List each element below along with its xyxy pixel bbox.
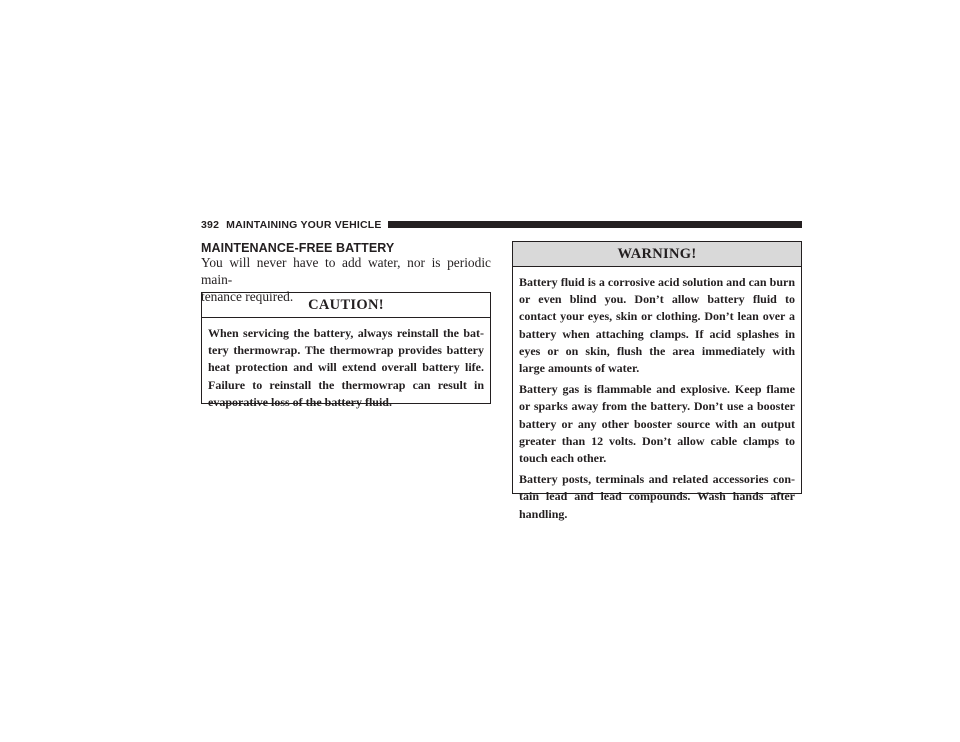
- warning-line: touch each other.: [519, 451, 607, 466]
- caution-line: When servicing the battery, always reinstall the bat-: [208, 326, 484, 340]
- warning-line: Battery gas is flammable and explosive. Keep flame: [519, 382, 795, 397]
- warning-line: tain lead and lead compounds. Wash hands after: [519, 489, 795, 504]
- intro-line: You will never have to add water, nor is periodic main-: [201, 255, 491, 287]
- warning-line: or even blind you. Don’t allow battery fluid to: [519, 292, 795, 307]
- warning-line: large amounts of water.: [519, 361, 640, 376]
- caution-line: Failure to reinstall the thermowrap can result in: [208, 377, 484, 392]
- caution-line: evaporative loss of the battery fluid.: [208, 394, 392, 409]
- warning-line: contact your eyes, skin or clothing. Don’t lean over a: [519, 309, 795, 324]
- warning-line: handling.: [519, 506, 568, 521]
- warning-line: eyes or on skin, flush the area immediately with: [519, 343, 795, 358]
- warning-line: greater than 12 volts. Don’t allow cable clamps to: [519, 433, 795, 448]
- warning-line: Battery fluid is a corrosive acid solution and can burn: [519, 275, 795, 289]
- section-heading: MAINTENANCE-FREE BATTERY: [201, 241, 395, 255]
- caution-title: CAUTION!: [202, 293, 490, 318]
- warning-line: battery or any other booster source with an output: [519, 416, 795, 431]
- caution-box: [201, 292, 491, 409]
- caution-line: tery thermowrap. The thermowrap provides battery: [208, 343, 484, 358]
- header-rule: [388, 221, 802, 228]
- running-section-title: MAINTAINING YOUR VEHICLE: [226, 218, 382, 231]
- warning-line: or sparks away from the battery. Don’t use a booster: [519, 399, 795, 414]
- caution-body: [202, 318, 490, 411]
- warning-paragraph-acid: [519, 274, 795, 377]
- intro-line: tenance required.: [201, 289, 294, 304]
- warning-paragraph-lead: [519, 471, 795, 523]
- warning-box: [512, 241, 802, 521]
- caution-line: heat protection and will extend overall battery life.: [208, 360, 484, 375]
- warning-line: battery when attaching clamps. If acid splashes in: [519, 326, 795, 341]
- page-header: [201, 218, 802, 231]
- page-number: 392: [201, 218, 220, 231]
- warning-title: WARNING!: [513, 242, 801, 267]
- warning-paragraph-gas: [519, 381, 795, 467]
- warning-line: Battery posts, terminals and related accessories con-: [519, 472, 795, 487]
- warning-body: [513, 267, 801, 523]
